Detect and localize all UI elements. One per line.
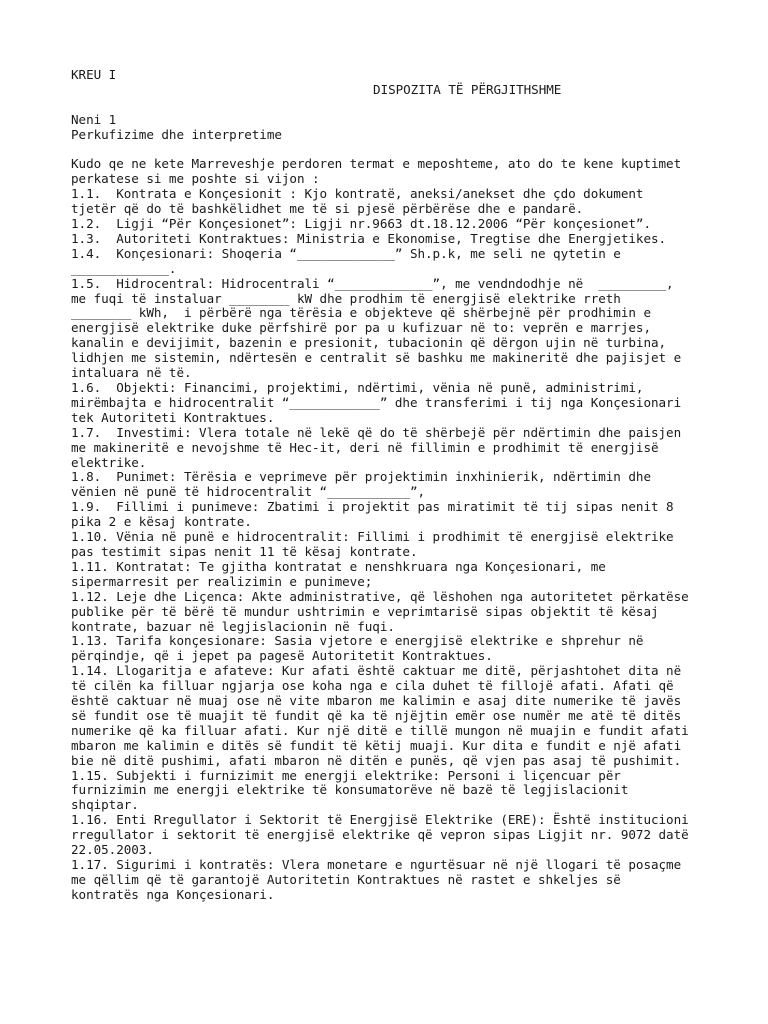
body-line: kanalin e devijimit, bazenin e presionit, tubacionin që dërgon ujin në turbina,	[71, 335, 667, 351]
chapter-title: DISPOZITA TË PËRGJITHSHME	[373, 81, 562, 97]
body-line: përqindje, që i jepet pa pagesë Autoritetit Kontraktues.	[71, 648, 493, 664]
body-line: 1.5. Hidrocentral: Hidrocentrali “_____________”, me vendndodhje në _________,	[71, 275, 674, 291]
body-line: me fuqi të instaluar ________ kW dhe prodhim të energjisë elektrike rreth	[71, 290, 621, 306]
chapter-label: KREU I	[71, 67, 117, 82]
body-line: shqiptar.	[71, 797, 139, 813]
body-line: është caktuar në muaj ose në vite mbaron me kalimin e asaj dite numerike të javës	[71, 693, 682, 709]
body-line: 1.2. Ligji “Për Konçesionet”: Ligji nr.9663 dt.18.12.2006 “Për konçesionet”.	[71, 216, 651, 232]
body-line: _____________.	[71, 260, 177, 276]
body-line: 1.17. Sigurimi i kontratës: Vlera monetare e ngurtësuar në një llogari të posaçme	[71, 857, 682, 872]
body-line: numerike që ka filluar afati. Kur një ditë e tillë mungon në muajin e fundit afati	[71, 722, 689, 738]
body-line: 22.05.2003.	[71, 842, 154, 858]
article-number: Neni 1	[71, 111, 117, 127]
body-line: kontrate, bazuar në legjislacionin në fuqi.	[71, 618, 395, 634]
body-line: 1.12. Leje dhe Liçenca: Akte administrative, që lëshohen nga autoritetet përkatëse	[71, 588, 689, 604]
body-line: tjetër që do të bashkëlidhet me të si pjesë përbërëse dhe e pandarë.	[71, 201, 584, 217]
body-line: 1.10. Vënia në punë e hidrocentralit: Fillimi i prodhimit të energjisë elektrike	[71, 529, 674, 545]
body-line: mirëmbajta e hidrocentralit “____________” dhe transferimi i tij nga Konçesionari	[71, 394, 682, 410]
body-line: publike për të bërë të mundur ushtrimin e veprimtarisë sipas objektit të kësaj	[71, 603, 659, 619]
body-line: vënien në punë të hidrocentralit “___________”,	[71, 484, 426, 500]
body-line: furnizimin me energji elektrike të konsumatorëve në bazë të legjislacionit	[71, 782, 629, 798]
body-line: intaluara në të.	[71, 365, 192, 381]
body-line: sipermarresit per realizimin e punimeve;	[71, 573, 373, 589]
body-line: 1.16. Enti Rregullator i Sektorit të Energjisë Elektrike (ERE): Është institucioni	[71, 812, 689, 828]
body-line: pas testimit sipas nenit 11 të kësaj kontrate.	[71, 543, 418, 559]
body-line: 1.15. Subjekti i furnizimit me energji elektrike: Personi i liçencuar për	[71, 767, 621, 783]
body-line: 1.8. Punimet: Tërësia e veprimeve për projektimin inxhinierik, ndërtimin dhe	[71, 469, 651, 485]
body-line: mbaron me kalimin e ditës së fundit të këtij muaji. Kur dita e fundit e një afati	[71, 737, 682, 753]
body-line: 1.6. Objekti: Financimi, projektimi, ndërtimi, vënia në punë, administrimi,	[71, 380, 644, 395]
body-line: perkatese si me poshte si vijon :	[71, 171, 320, 187]
body-line: Kudo qe ne kete Marreveshje perdoren termat e meposhteme, ato do te kene kuptimet	[71, 156, 682, 172]
body-line: 1.4. Konçesionari: Shoqeria “_____________” Sh.p.k, me seli ne qytetin e	[71, 245, 621, 261]
body-line: 1.1. Kontrata e Konçesionit : Kjo kontratë, aneksi/anekset dhe çdo dokument	[71, 186, 644, 202]
body-line: tek Autoriteti Kontraktues.	[71, 409, 275, 425]
body-line: 1.14. Llogaritja e afateve: Kur afati është caktuar me ditë, përjashtohet dita në	[71, 663, 682, 679]
body-line: 1.3. Autoriteti Kontraktues: Ministria e Ekonomise, Tregtise dhe Energjetikes.	[71, 230, 667, 246]
body-line: lidhjen me sistemin, ndërtesën e centralit së bashku me makineritë dhe pajisjet e	[71, 350, 682, 366]
body-line: pika 2 e kësaj kontrate.	[71, 514, 252, 530]
article-body	[71, 157, 728, 902]
body-line: 1.9. Fillimi i punimeve: Zbatimi i projektit pas miratimit të tij sipas nenit 8	[71, 499, 674, 515]
spacer	[71, 143, 728, 158]
body-line: me qëllim që të garantojë Autoritetin Kontraktues në rastet e shkeljes së	[71, 871, 621, 887]
article-title: Perkufizime dhe interpretime	[71, 126, 282, 142]
body-line: kontratës nga Konçesionari.	[71, 886, 275, 902]
body-line: të cilën ka filluar ngjarja ose koha nga e cila duhet të fillojë afati. Afati që	[71, 678, 674, 694]
body-line: elektrike.	[71, 454, 147, 470]
body-line: ________ kWh, i përbërë nga tërësia e objekteve që shërbejnë për prodhimin e	[71, 305, 651, 321]
spacer	[71, 98, 728, 113]
body-line: 1.13. Tarifa konçesionare: Sasia vjetore e energjisë elektrike e shprehur në	[71, 633, 644, 649]
body-line: me makineritë e nevojshme të Hec-it, deri në fillimin e prodhimit të energjisë	[71, 439, 659, 455]
body-line: bie në ditë pushimi, afati mbaron në ditën e punës, që vjen pas asaj të pushimit.	[71, 752, 682, 768]
body-line: 1.7. Investimi: Vlera totale në lekë që do të shërbejë për ndërtimin dhe paisjen	[71, 424, 682, 440]
body-line: 1.11. Kontratat: Te gjitha kontratat e nenshkruara nga Konçesionari, me	[71, 558, 606, 574]
body-line: së fundit ose të muajit të fundit që ka të njëjtin emër ose numër me atë të ditës	[71, 707, 682, 723]
body-line: rregullator i sektorit të energjisë elektrike që vepron sipas Ligjit nr. 9072 datë	[71, 827, 689, 843]
body-line: energjisë elektrike duke përfshirë por pa u kufizuar në to: veprën e marrjes,	[71, 320, 651, 336]
